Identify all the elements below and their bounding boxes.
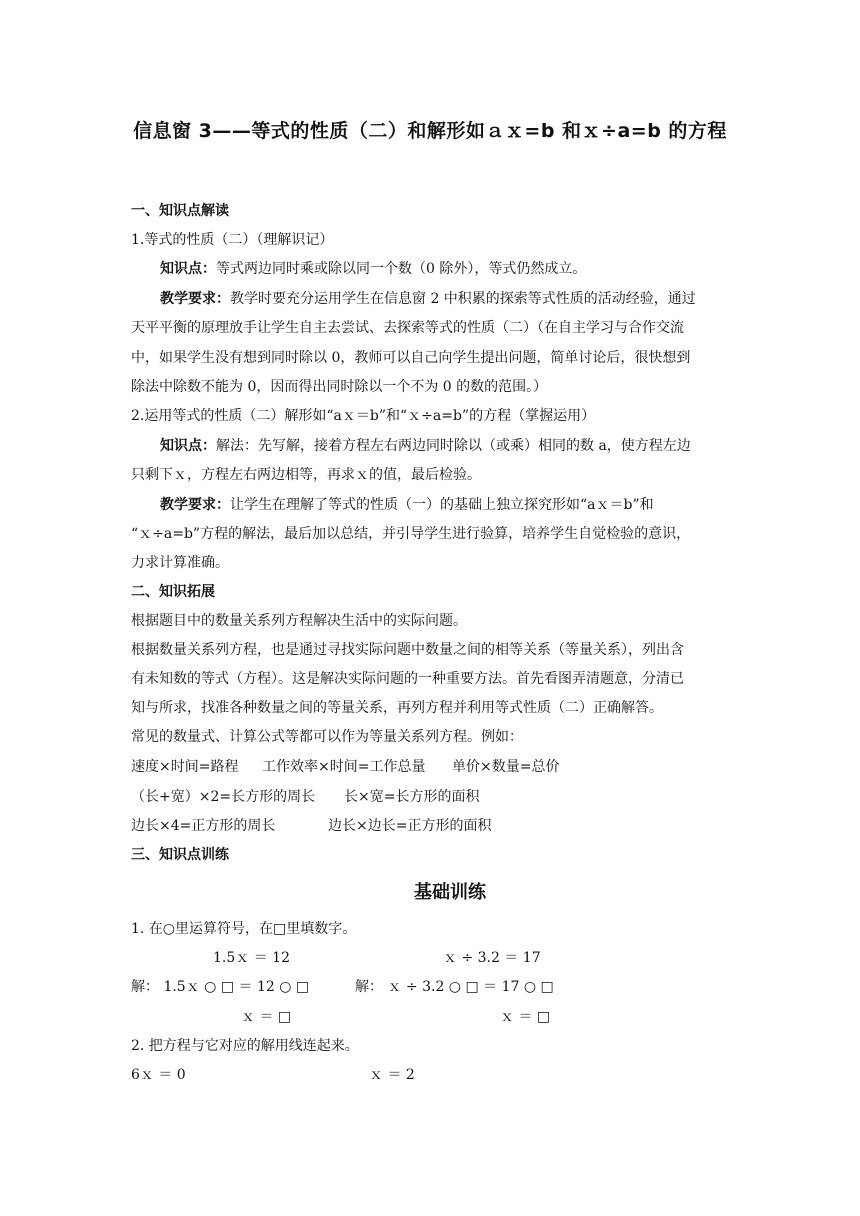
item1-req-line: 中，如果学生没有想到同时除以 0，教师可以自己向学生提出问题，简单讨论后，很快想到: [131, 350, 691, 366]
item2-knowledge-point: [160, 437, 691, 455]
paragraph-line: 有未知数的等式（方程）。这是解决实际问题的一种重要方法。首先看图弄清题意，分清已: [131, 671, 684, 687]
section-heading-3: 三、知识点训练: [131, 847, 229, 863]
kp-label: 知识点：: [160, 438, 216, 454]
result-b: ｘ ＝ □: [500, 1009, 551, 1025]
item2-heading: 2.运用等式的性质（二）解形如“aｘ＝b”和“ｘ÷a=b”的方程（掌握运用）: [131, 408, 596, 424]
paragraph-line: 根据数量关系列方程，也是通过寻找实际问题中数量之间的相等关系（等量关系），列出含: [131, 642, 684, 658]
formula-square-perimeter: 边长×4=正方形的周长: [131, 818, 276, 834]
item2-requirement: [160, 496, 654, 514]
formula-work: 工作效率×时间=工作总量: [262, 759, 426, 775]
req-text: 教学时要充分运用学生在信息窗 2 中积累的探索等式性质的活动经验，通过: [230, 291, 696, 307]
kp-text: 等式两边同时乘或除以同一个数（0 除外），等式仍然成立。: [216, 261, 587, 277]
solution-a: 解： 1.5ｘ ○ □ ＝ 12 ○ □: [131, 979, 310, 995]
item1-heading: 1.等式的性质（二）（理解识记）: [131, 232, 334, 248]
q2-equation: 6ｘ ＝ 0: [131, 1067, 186, 1083]
paragraph-line: 根据题目中的数量关系列方程解决生活中的实际问题。: [131, 613, 467, 629]
item1-req-line: 除法中除数不能为 0，因而得出同时除以一个不为 0 的数的范围。）: [131, 379, 548, 395]
formula-price: 单价×数量=总价: [452, 759, 560, 775]
paragraph-line: 知与所求，找准各种数量之间的等量关系，再列方程并利用等式性质（二）正确解答。: [131, 700, 663, 716]
item2-kp-line: 只剩下ｘ，方程左右两边相等，再求ｘ的值，最后检验。: [131, 467, 481, 483]
question-2: 2. 把方程与它对应的解用线连起来。: [131, 1038, 359, 1054]
item2-req-line: “ｘ÷a=b”方程的解法，最后加以总结，并引导学生进行验算，培养学生自觉检验的意识，: [131, 526, 691, 542]
page-title: 信息窗 3——等式的性质（二）和解形如ａｘ=b 和ｘ÷a=b 的方程: [133, 120, 727, 142]
formula-rect-area: 长×宽=长方形的面积: [344, 789, 480, 805]
section-heading-1: 一、知识点解读: [131, 203, 229, 219]
req-text: 让学生在理解了等式的性质（一）的基础上独立探究形如“aｘ＝b”和: [230, 497, 654, 513]
equation-a: 1.5ｘ ＝ 12: [213, 950, 290, 966]
result-a: ｘ ＝ □: [241, 1009, 292, 1025]
item2-req-line: 力求计算准确。: [131, 555, 229, 571]
formula-rect-perimeter: （长+宽）×2=长方形的周长: [131, 789, 316, 805]
kp-text: 解法：先写解，接着方程左右两边同时除以（或乘）相同的数 a，使方程左边: [216, 438, 691, 454]
solution-b: 解： ｘ ÷ 3.2 ○ □ ＝ 17 ○ □: [355, 979, 554, 995]
q2-solution: ｘ ＝ 2: [369, 1067, 415, 1083]
question-1: 1. 在○里运算符号，在□里填数字。: [131, 921, 357, 937]
paragraph-line: 常见的数量式、计算公式等都可以作为等量关系列方程。例如：: [131, 729, 523, 745]
item1-requirement: [160, 290, 696, 308]
kp-label: 知识点：: [160, 261, 216, 277]
section-heading-2: 二、知识拓展: [131, 584, 215, 600]
formula-square-area: 边长×边长=正方形的面积: [328, 818, 492, 834]
equation-b: ｘ ÷ 3.2 ＝ 17: [443, 950, 541, 966]
req-label: 教学要求：: [160, 497, 230, 513]
formula-speed: 速度×时间=路程: [131, 759, 239, 775]
item1-knowledge-point: [160, 260, 586, 278]
item1-req-line: 天平平衡的原理放手让学生自主去尝试、去探索等式的性质（二）（在自主学习与合作交流: [131, 320, 684, 336]
sub-heading: 基础训练: [414, 882, 486, 903]
req-label: 教学要求：: [160, 291, 230, 307]
